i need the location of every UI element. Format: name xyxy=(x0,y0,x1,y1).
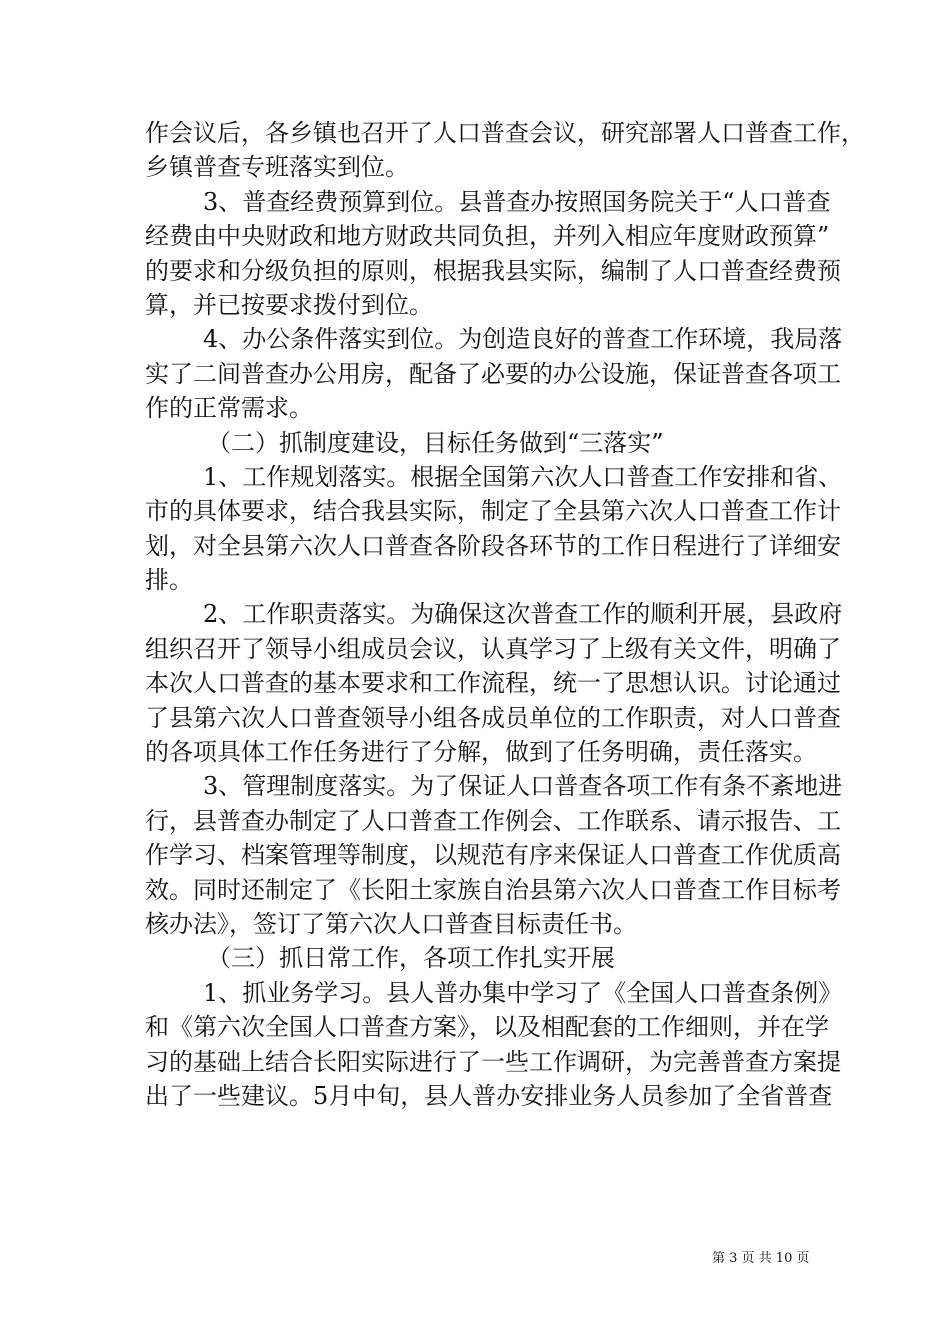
text-line: 作学习、档案管理等制度，以规范有序来保证人口普查工作优质高 xyxy=(145,841,841,870)
text-line: 出了一些建议。5月中旬，县人普办安排业务人员参加了全省普查 xyxy=(145,1081,833,1110)
text-line: 效。同时还制定了《长阳土家族自治县第六次人口普查工作目标考 xyxy=(145,875,841,904)
text-line: 作的正常需求。 xyxy=(145,394,313,423)
paragraph-start-line: 4、办公条件落实到位。为创造良好的普查工作环境，我局落 xyxy=(203,325,843,354)
section-heading: （三）抓日常工作，各项工作扎实开展 xyxy=(207,944,615,973)
page-number-footer: 第 3 页 共 10 页 xyxy=(712,1251,810,1266)
text-line: 和《第六次全国人口普查方案》，以及相配套的工作细则，并在学 xyxy=(145,1013,829,1042)
text-line: 划，对全县第六次人口普查各阶段各环节的工作日程进行了详细安 xyxy=(145,531,841,560)
text-line: 乡镇普查专班落实到位。 xyxy=(145,153,409,182)
text-line: 市的具体要求，结合我县实际，制定了全县第六次人口普查工作计 xyxy=(145,497,841,526)
section-heading: （二）抓制度建设，目标任务做到“三落实” xyxy=(207,428,664,457)
text-line: 本次人口普查的基本要求和工作流程，统一了思想认识。讨论通过 xyxy=(145,669,841,698)
text-line: 排。 xyxy=(145,566,193,595)
document-body xyxy=(145,116,865,1113)
text-line: 实了二间普查办公用房，配备了必要的办公设施，保证普查各项工 xyxy=(145,359,841,388)
paragraph-start-line: 1、工作规划落实。根据全国第六次人口普查工作安排和省、 xyxy=(203,462,843,491)
paragraph-start-line: 1、抓业务学习。县人普办集中学习了《全国人口普查条例》 xyxy=(203,978,843,1007)
text-line: 核办法》，签订了第六次人口普查目标责任书。 xyxy=(145,909,637,938)
paragraph-start-line: 2、工作职责落实。为确保这次普查工作的顺利开展，县政府 xyxy=(203,600,843,629)
text-line: 组织召开了领导小组成员会议，认真学习了上级有关文件，明确了 xyxy=(145,634,841,663)
text-line: 作会议后，各乡镇也召开了人口普查会议，研究部署人口普查工作， xyxy=(145,119,865,147)
text-line: 算，并已按要求拨付到位。 xyxy=(145,290,433,319)
text-line: 行，县普查办制定了人口普查工作例会、工作联系、请示报告、工 xyxy=(145,806,841,835)
paragraph-start-line: 3、管理制度落实。为了保证人口普查各项工作有条不紊地进 xyxy=(203,772,843,801)
paragraph-start-line: 3、普查经费预算到位。县普查办按照国务院关于“人口普查 xyxy=(203,187,831,216)
text-line: 经费由中央财政和地方财政共同负担，并列入相应年度财政预算” xyxy=(145,222,830,251)
text-line: 的各项具体工作任务进行了分解，做到了任务明确，责任落实。 xyxy=(145,738,817,767)
text-line: 习的基础上结合长阳实际进行了一些工作调研，为完善普查方案提 xyxy=(145,1047,841,1076)
text-line: 的要求和分级负担的原则，根据我县实际，编制了人口普查经费预 xyxy=(145,256,841,285)
text-line: 了县第六次人口普查领导小组各成员单位的工作职责，对人口普查 xyxy=(145,703,841,732)
